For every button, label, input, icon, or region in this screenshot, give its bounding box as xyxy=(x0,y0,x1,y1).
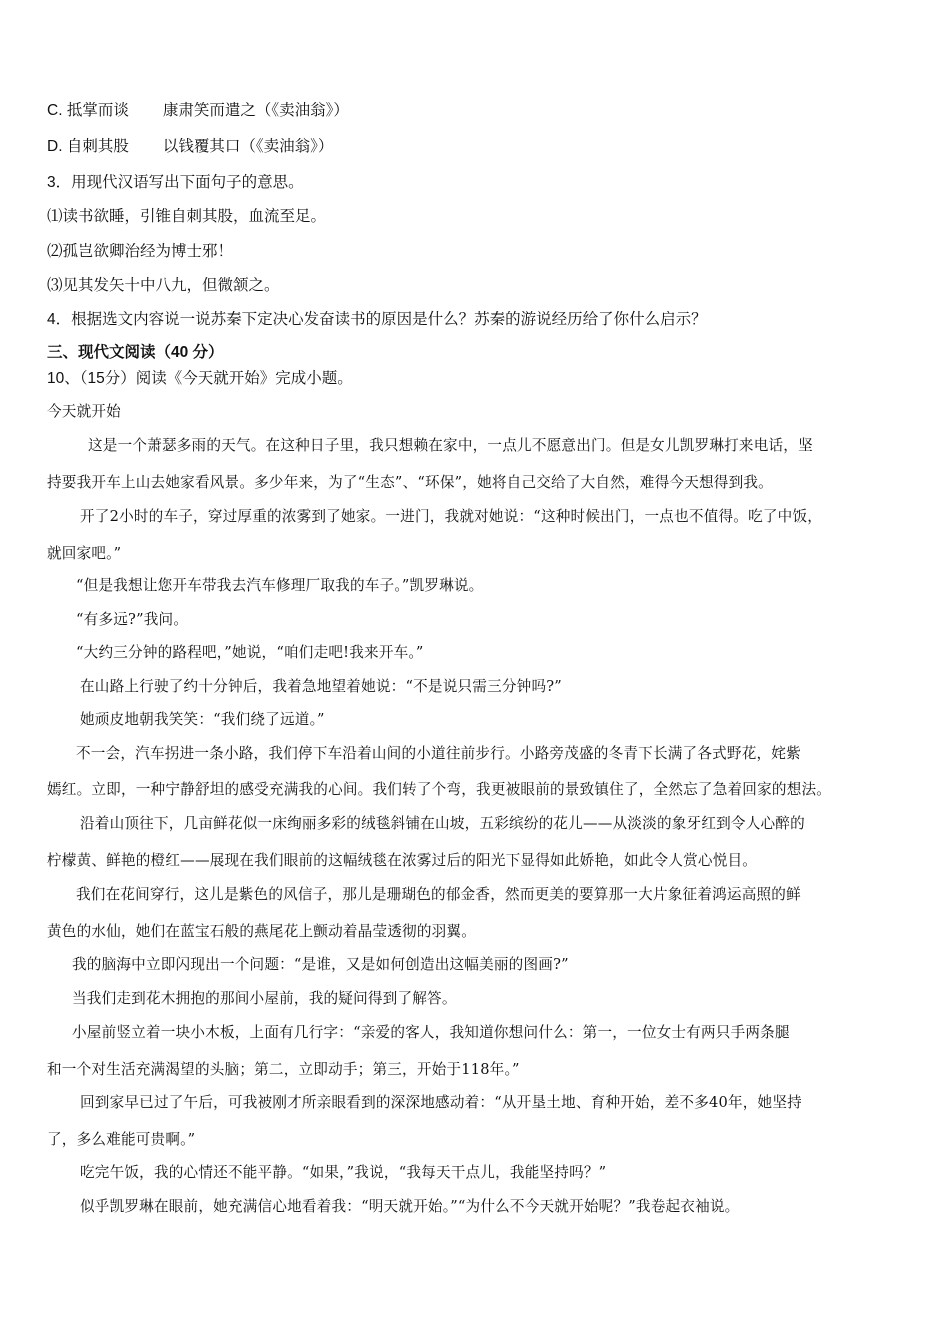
question-4: 4．根据选文内容说一说苏秦下定决心发奋读书的原因是什么？苏秦的游说经历给了你什么启示？ xyxy=(47,311,707,328)
article-line: 我的脑海中立即闪现出一个问题：“是谁，又是如何创造出这幅美丽的图画?” xyxy=(72,956,569,973)
option-c-text2: 康肃笑而遣之（《卖油翁》） xyxy=(162,102,349,119)
option-c xyxy=(47,101,349,121)
article-line: 持要我开车上山去她家看风景。多少年来，为了“生态”、“环保”，她将自己交给了大自然，难得今天想得到我。 xyxy=(47,474,773,491)
option-d-text1: 自刺其股 xyxy=(66,138,129,155)
article-line: “大约三分钟的路程吧，”她说，“咱们走吧!我来开车。” xyxy=(76,644,424,661)
article-line: 就回家吧。” xyxy=(47,545,122,562)
article-line: 小屋前竖立着一块小木板，上面有几行字：“亲爱的客人，我知道你想问什么：第一，一位女士有两只手两条腿 xyxy=(72,1024,790,1041)
article-line: 似乎凯罗琳在眼前，她充满信心地看着我：“明天就开始。”“为什么不今天就开始呢？”我卷起衣袖说。 xyxy=(80,1198,740,1215)
article-line: 和一个对生活充满渴望的头脑；第二，立即动手；第三，开始于118年。” xyxy=(47,1061,520,1078)
article-line: 在山路上行驶了约十分钟后，我着急地望着她说：“不是说只需三分钟吗?” xyxy=(80,678,562,695)
article-line: 黄色的水仙，她们在蓝宝石般的燕尾花上颤动着晶莹透彻的羽翼。 xyxy=(47,923,477,940)
article-line: “但是我想让您开车带我去汽车修理厂取我的车子。”凯罗琳说。 xyxy=(76,577,484,594)
article-line: 当我们走到花木拥抱的那间小屋前，我的疑问得到了解答。 xyxy=(72,990,457,1007)
option-d-text2: 以钱覆其口（《卖油翁》） xyxy=(162,138,334,155)
article-line: 我们在花间穿行，这儿是紫色的风信子，那儿是珊瑚色的郁金香，然而更美的要算那一大片象征着鸿运高照的鲜 xyxy=(76,886,801,903)
article-line: 回到家早已过了午后，可我被刚才所亲眼看到的深深地感动着：“从开垦土地、育种开始，差不多40年，她坚持 xyxy=(80,1094,802,1111)
article-line: 沿着山顶往下，几亩鲜花似一床绚丽多彩的绒毯斜铺在山坡，五彩缤纷的花儿——从淡淡的象牙红到令人心醉的 xyxy=(80,815,805,832)
question-3-item: ⑴读书欲睡，引锥自刺其股，血流至足。 xyxy=(47,208,327,225)
article-line: 开了2小时的车子，穿过厚重的浓雾到了她家。一进门，我就对她说：“这种时候出门，一点也不值得。吃了中饭， xyxy=(80,508,823,525)
option-d-letter: D. xyxy=(47,138,63,155)
section-heading: 三、现代文阅读（40 分） xyxy=(47,344,224,361)
option-c-text1: 抵掌而谈 xyxy=(66,102,129,119)
article-line: 嫣红。立即，一种宁静舒坦的感受充满我的心间。我们转了个弯，我更被眼前的景致镇住了，全然忘了急着回家的想法。 xyxy=(47,781,832,798)
question-3-item: ⑵孤岂欲卿治经为博士邪！ xyxy=(47,243,234,260)
article-title: 今天就开始 xyxy=(47,403,121,420)
article-line: 柠檬黄、鲜艳的橙红——展现在我们眼前的这幅绒毯在浓雾过后的阳光下显得如此娇艳，如此令人赏心悦目。 xyxy=(47,852,758,869)
question-3-title: 3．用现代汉语写出下面句子的意思。 xyxy=(47,174,304,191)
article-line: 这是一个萧瑟多雨的天气。在这种日子里，我只想赖在家中，一点儿不愿意出门。但是女儿凯罗琳打来电话，坚 xyxy=(88,437,813,454)
question-10-prompt: 10、（15分）阅读《今天就开始》完成小题。 xyxy=(47,370,353,387)
article-line: 她顽皮地朝我笑笑：“我们绕了远道。” xyxy=(80,711,325,728)
question-3-item: ⑶见其发矢十中八九，但微颔之。 xyxy=(47,277,280,294)
article-line: 吃完午饭，我的心情还不能平静。“如果，”我说，“我每天干点儿，我能坚持吗？” xyxy=(80,1164,607,1181)
article-line: 不一会，汽车拐进一条小路，我们停下车沿着山间的小道往前步行。小路旁茂盛的冬青下长满了各式野花，姹紫 xyxy=(76,745,801,762)
article-line: 了，多么难能可贵啊。” xyxy=(47,1131,196,1148)
option-d xyxy=(47,137,333,157)
option-c-letter: C. xyxy=(47,102,63,119)
article-line: “有多远?”我问。 xyxy=(76,611,189,628)
